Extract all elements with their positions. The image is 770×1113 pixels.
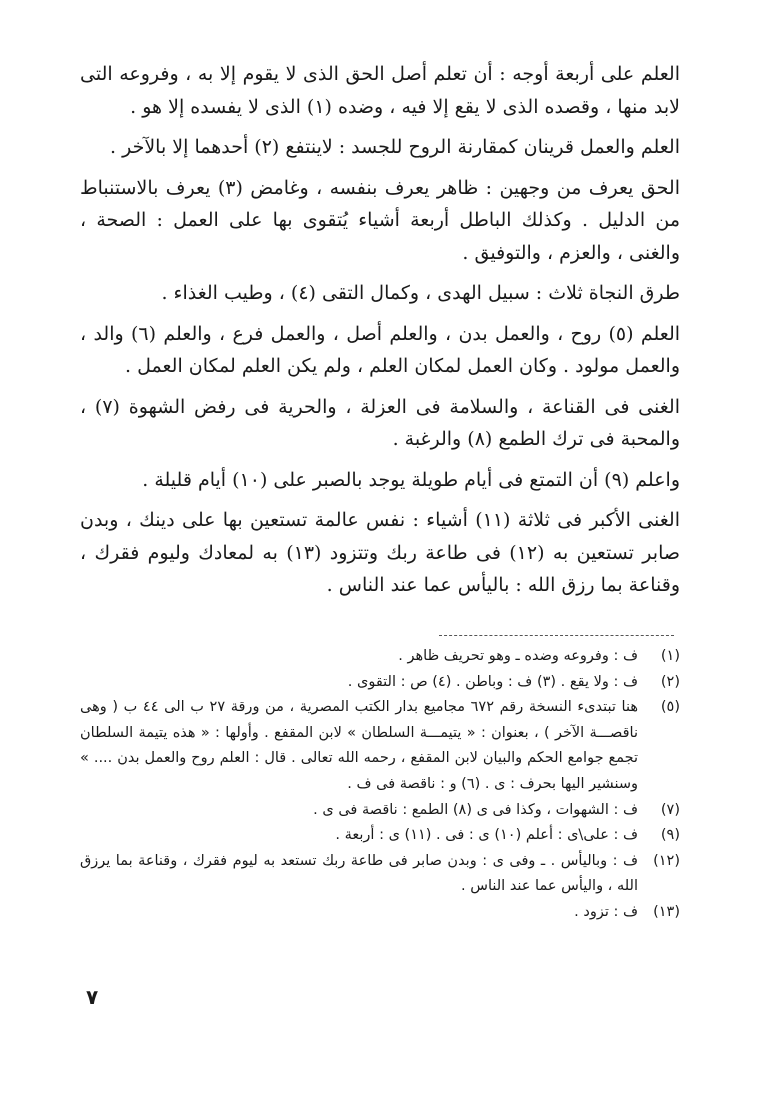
paragraph: واعلم (٩) أن التمتع فى أيام طويلة يوجد بالصبر على (١٠) أيام قليلة . — [142, 468, 680, 491]
paragraph: الغنى فى القناعة ، والسلامة فى العزلة ، والحرية فى رفض الشهوة (٧) ، والمحبة فى ترك الطمع (٨) والرغبة . — [80, 395, 680, 450]
footnote-text: ف : تزود . — [574, 903, 638, 920]
page-number: ٧ — [86, 985, 99, 1009]
footnote — [80, 798, 680, 824]
footnote — [80, 670, 680, 696]
footnote — [80, 695, 680, 797]
footnote-text: ف : وباليأس . ـ وفى ى : وبدن صابر فى طاعة ربك تستعد به ليوم فقرك ، وقناعة بما يرزق الله ، واليأس عما عند الناس . — [80, 852, 638, 895]
footnote-number: (٥) — [660, 699, 680, 716]
footnote-number: (٧) — [660, 801, 680, 818]
footnote-text: ف : الشهوات ، وكذا فى ى (٨) الطمع : ناقصة فى ى . — [313, 801, 638, 818]
footnote — [80, 823, 680, 849]
footnote — [80, 644, 680, 670]
footnote-number: (٩) — [660, 827, 680, 844]
paragraph: العلم (٥) روح ، والعمل بدن ، والعلم أصل ، والعمل فرع ، والعلم (٦) والد ، والعمل مولود . وكان العمل لمكان العلم ، ولم يكن العلم لمكان العمل . — [80, 322, 681, 377]
footnote-number: (٢) — [660, 673, 680, 690]
footnote-text: هنا تبتدىء النسخة رقم ٦٧٢ مجاميع بدار الكتب المصرية ، من ورقة ٢٧ ب الى ٤٤ ب ( وهى ناقصـــة الآخر ) ، بعنوان : « يتيمـــة السلطان » لابن المقفع . وأولها : « هذه يتيمة السلطان تجمع جوامع الحكم والبيان لابن المقفع ، رحمه الله تعالى . قال : العلم روح والعمل بدن .... » وسنشير اليها بحرف : ى . (٦) و : ناقصة فى ف . — [80, 699, 638, 792]
footnote — [80, 900, 680, 926]
main-text — [80, 58, 680, 610]
footnote — [80, 849, 680, 900]
footnote-number: (١٢) — [653, 852, 680, 869]
footnote-text: ف : وفروعه وضده ـ وهو تحريف ظاهر . — [398, 648, 638, 664]
footnote-text: ف : على\ى : أعلم (١٠) ى : فى . (١١) ى : أربعة . — [335, 827, 638, 844]
paragraph: الغنى الأكبر فى ثلاثة (١١) أشياء : نفس عالمة تستعين بها على دينك ، وبدن صابر تستعين به (١٢) فى طاعة ربك وتتزود (١٣) به لمعادك وليوم فقرك ، وقناعة بما رزق الله : باليأس عما عند الناس . — [80, 509, 680, 596]
footnotes — [80, 644, 680, 926]
footnote-divider — [439, 635, 674, 636]
footnote-text: ف : ولا يقع . (٣) ف : وباطن . (٤) ص : التقوى . — [347, 673, 638, 690]
paragraph: الحق يعرف من وجهين : ظاهر يعرف بنفسه ، وغامض (٣) يعرف بالاستنباط من الدليل . وكذلك الباطل أربعة أشياء يُتقوى بها على العمل : الصحة ، والغنى ، والعزم ، والتوفيق . — [80, 176, 680, 264]
footnote-number: (١٣) — [653, 903, 680, 920]
paragraph: طرق النجاة ثلاث : سبيل الهدى ، وكمال التقى (٤) ، وطيب الغذاء . — [161, 282, 680, 304]
paragraph: العلم على أربعة أوجه : أن تعلم أصل الحق الذى لا يقوم إلا به ، وفروعه التى لابد منها ، وقصده الذى لا يقع إلا فيه ، وضده (١) الذى لا يفسده إلا هو . — [80, 63, 680, 118]
paragraph: العلم والعمل قرينان كمقارنة الروح للجسد : لاينتفع (٢) أحدهما إلا بالآخر . — [110, 136, 680, 158]
footnote-number: (١) — [660, 648, 680, 664]
